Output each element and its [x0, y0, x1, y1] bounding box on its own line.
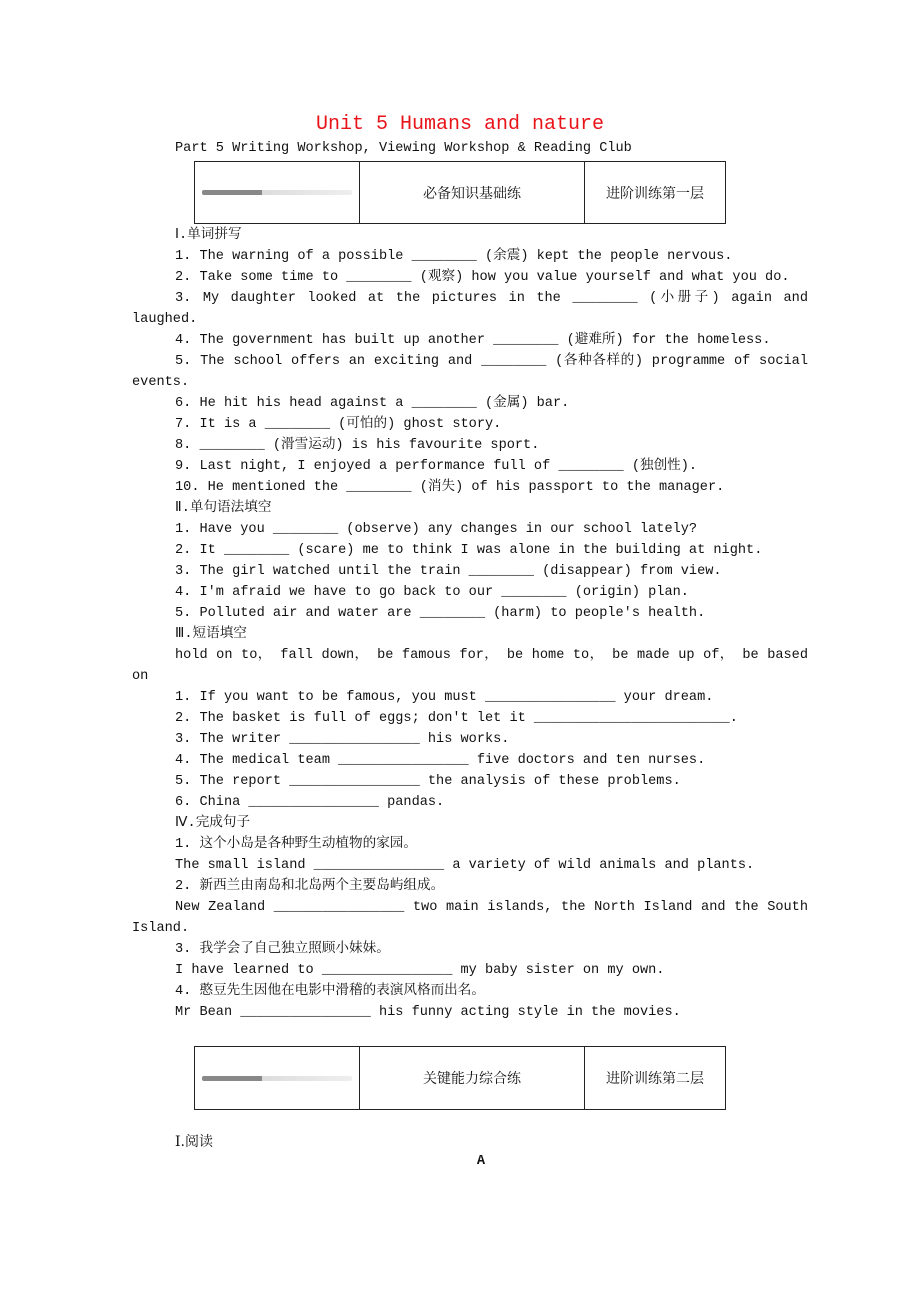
- exercise-line: 2. Take some time to ________ (观察) how you value yourself and what you do.: [175, 270, 790, 285]
- exercise-line: 3. 我学会了自己独立照顾小妹妹。: [175, 942, 390, 957]
- exercise-line: 2. The basket is full of eggs; don't let it ________________________.: [175, 711, 738, 726]
- exercise-line: 8. ________ (滑雪运动) is his favourite sport.: [175, 438, 540, 453]
- table-cell: 进阶训练第一层: [606, 185, 704, 202]
- progress-bar-icon: [202, 1076, 352, 1081]
- page-title: Unit 5 Humans and nature: [315, 113, 605, 136]
- exercise-line: 5. The report ________________ the analysis of these problems.: [175, 774, 681, 789]
- part-subtitle: Part 5 Writing Workshop, Viewing Workshop & Reading Club: [175, 141, 632, 156]
- exercise-line: 4. I'm afraid we have to go back to our ________ (origin) plan.: [175, 585, 689, 600]
- exercise-line: 4. The medical team ________________ five doctors and ten nurses.: [175, 753, 706, 768]
- section-heading: Ⅰ.阅读: [175, 1134, 213, 1150]
- exercise-line: 1. 这个小岛是各种野生动植物的家园。: [175, 837, 417, 852]
- exercise-line: Ⅰ.单词拼写: [175, 228, 242, 243]
- exercise-line: 5. Polluted air and water are ________ (harm) to people's health.: [175, 606, 706, 621]
- exercise-line: New Zealand ________________ two main islands, the North Island and the South Island.: [132, 900, 808, 936]
- exercise-line: 1. The warning of a possible ________ (余震) kept the people nervous.: [175, 249, 733, 264]
- exercise-line: 1. Have you ________ (observe) any changes in our school lately?: [175, 522, 698, 537]
- exercise-line: 2. 新西兰由南岛和北岛两个主要岛屿组成。: [175, 879, 445, 894]
- table-cell: 必备知识基础练: [360, 162, 585, 223]
- exercise-line: 4. 憨豆先生因他在电影中滑稽的表演风格而出名。: [175, 984, 485, 999]
- exercise-line: hold on to， fall down， be famous for， be home to， be made up of， be based on: [132, 648, 808, 684]
- exercise-line: 6. China ________________ pandas.: [175, 795, 445, 810]
- table-cell: 进阶训练第二层: [606, 1071, 704, 1087]
- exercise-list: [132, 225, 808, 1023]
- exercise-line: Ⅱ.单句语法填空: [175, 501, 272, 516]
- exercise-line: 2. It ________ (scare) me to think I was alone in the building at night.: [175, 543, 763, 558]
- exercise-line: Ⅲ.短语填空: [175, 627, 247, 642]
- exercise-line: 10. He mentioned the ________ (消失) of his passport to the manager.: [175, 480, 725, 495]
- exercise-line: Mr Bean ________________ his funny acting style in the movies.: [175, 1005, 681, 1020]
- section-table-2: [194, 1046, 726, 1110]
- exercise-line: 3. My daughter looked at the pictures in the ________ (小册子) again and laughed.: [132, 291, 808, 327]
- exercise-line: 3. The writer ________________ his works.: [175, 732, 510, 747]
- progress-bar-icon: [202, 190, 352, 195]
- table-cell: 关键能力综合练: [360, 1047, 585, 1109]
- exercise-line: 9. Last night, I enjoyed a performance full of ________ (独创性).: [175, 459, 698, 474]
- exercise-line: 5. The school offers an exciting and ________ (各种各样的) programme of social events.: [132, 354, 808, 390]
- section-table-1: [194, 161, 726, 224]
- exercise-line: 7. It is a ________ (可怕的) ghost story.: [175, 417, 502, 432]
- exercise-line: Ⅳ.完成句子: [175, 816, 251, 831]
- exercise-line: 3. The girl watched until the train ________ (disappear) from view.: [175, 564, 722, 579]
- exercise-line: The small island ________________ a variety of wild animals and plants.: [175, 858, 755, 873]
- exercise-line: 6. He hit his head against a ________ (金属) bar.: [175, 396, 570, 411]
- exercise-line: 1. If you want to be famous, you must ________________ your dream.: [175, 690, 714, 705]
- passage-label: A: [476, 1154, 486, 1169]
- exercise-line: I have learned to ________________ my baby sister on my own.: [175, 963, 665, 978]
- exercise-line: 4. The government has built up another ________ (避难所) for the homeless.: [175, 333, 771, 348]
